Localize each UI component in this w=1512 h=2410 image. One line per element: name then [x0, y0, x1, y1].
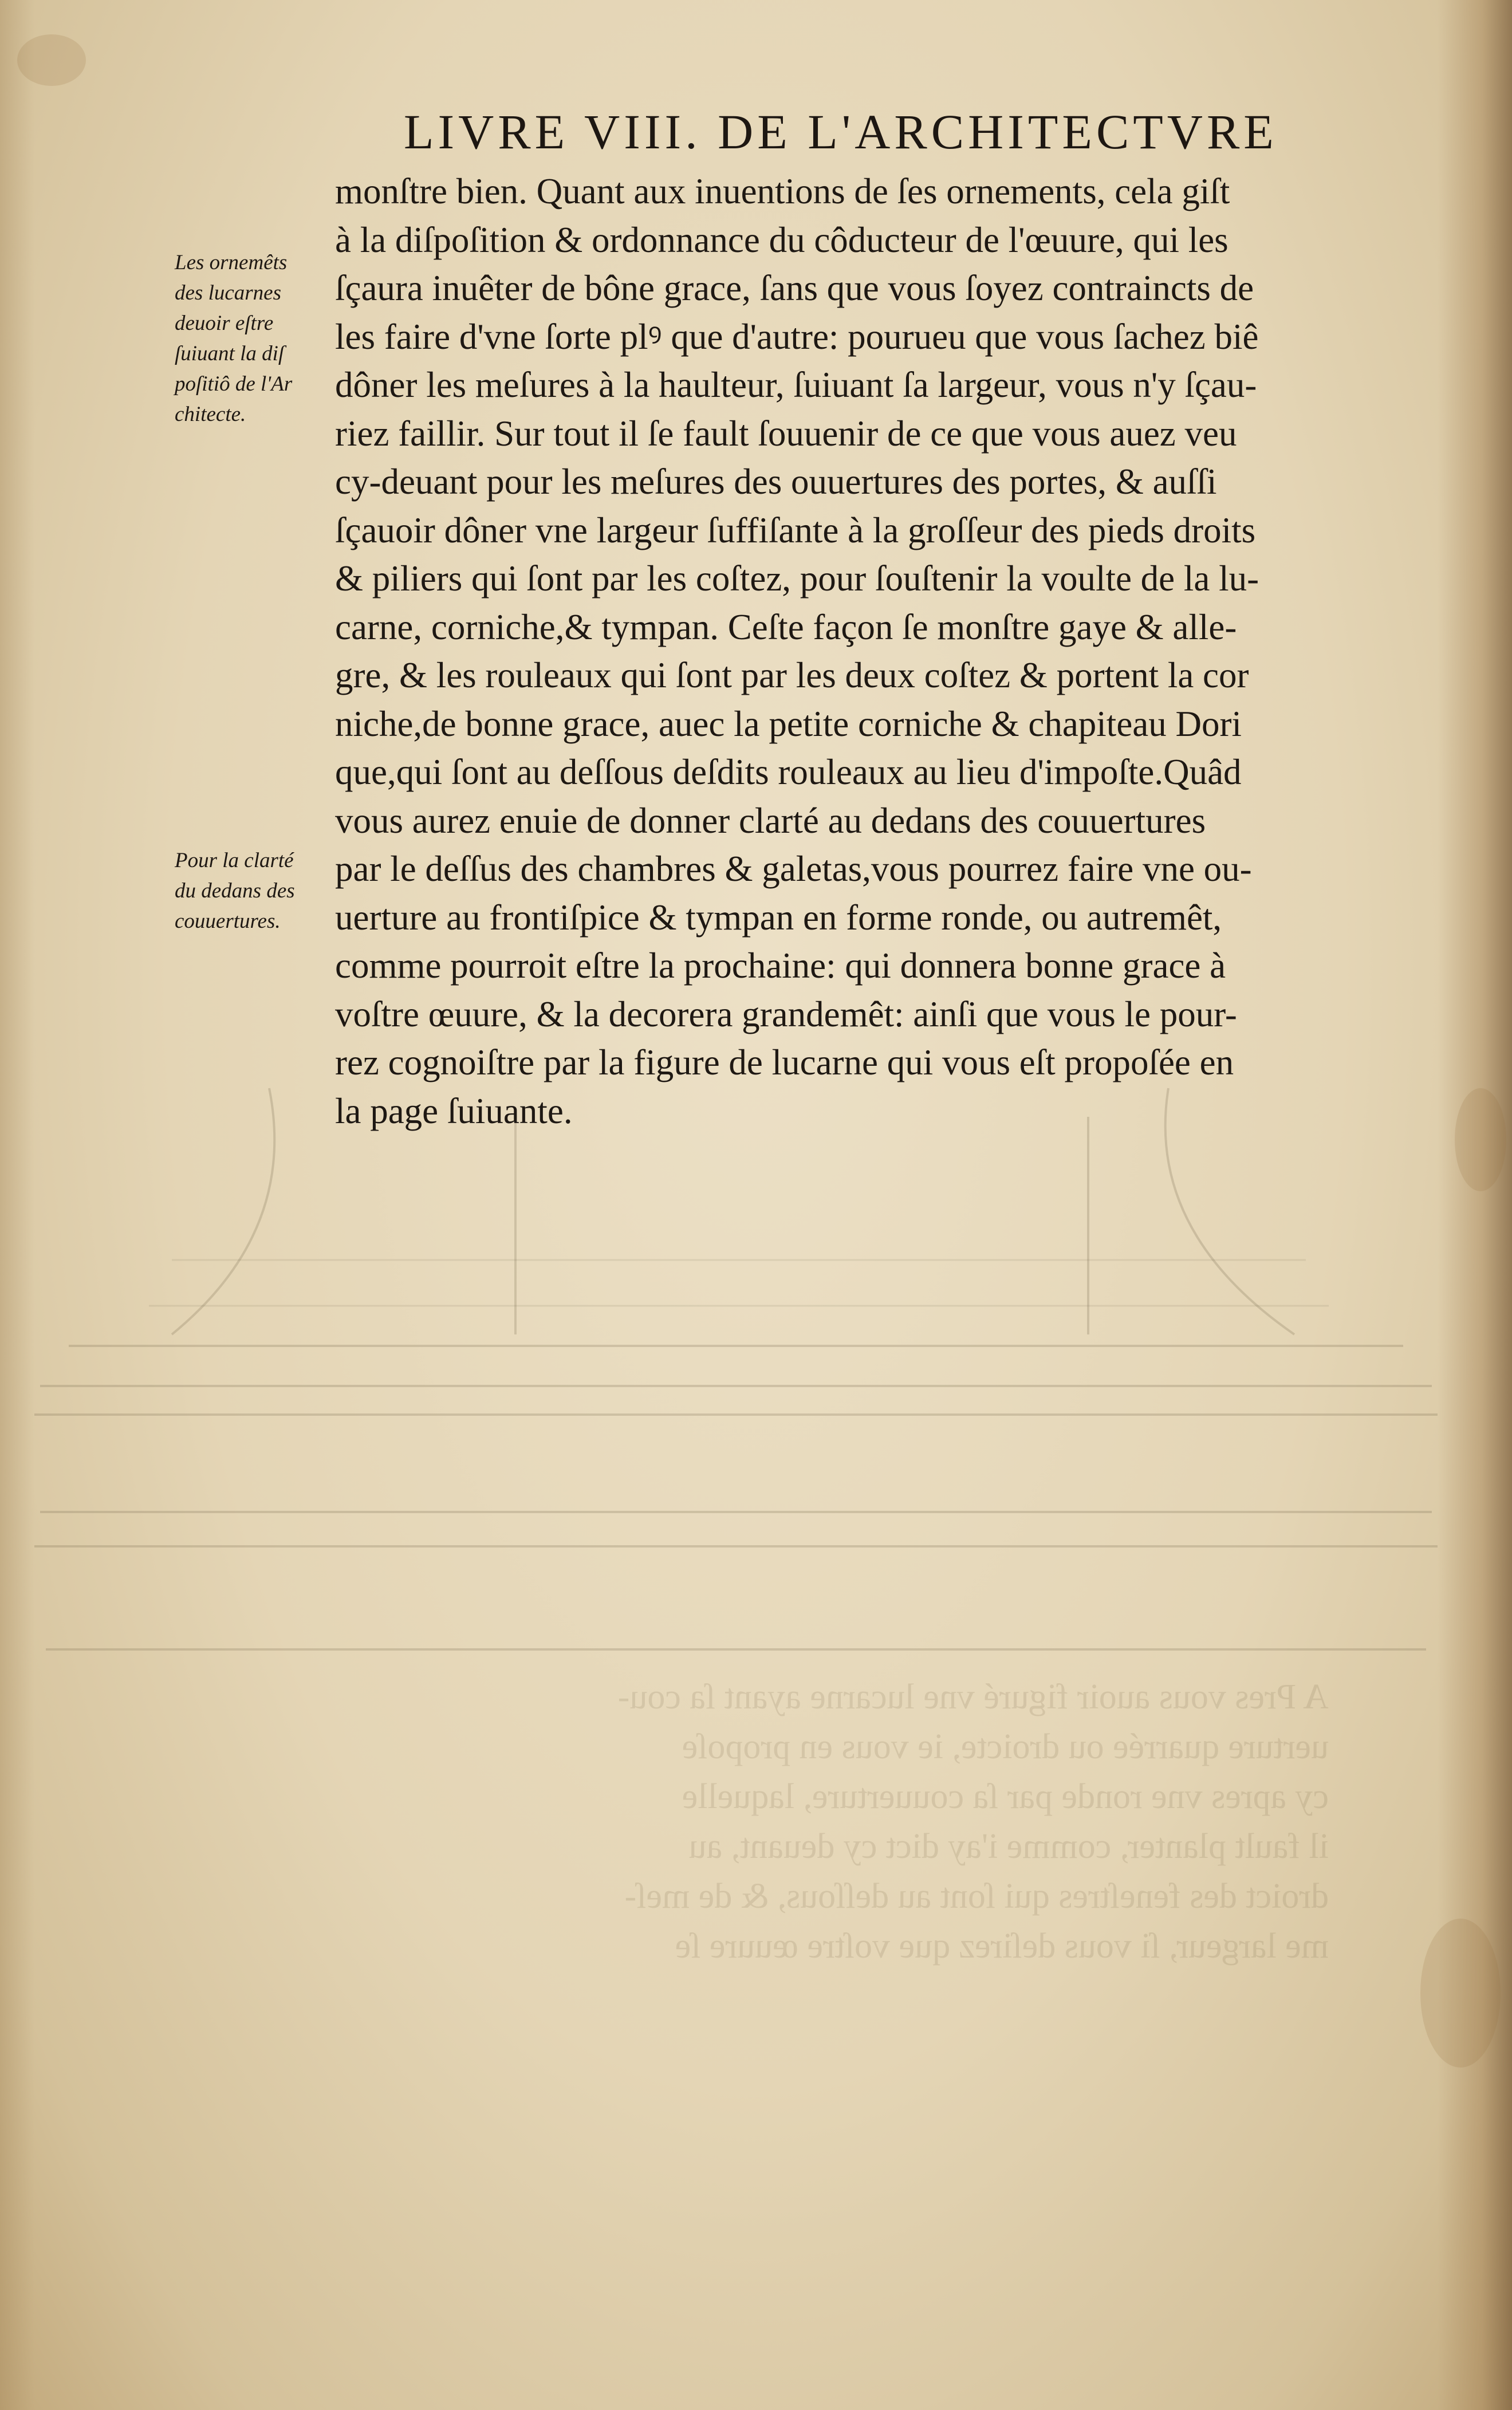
main-text-block: [335, 167, 1366, 1135]
text-line: riez faillir. Sur tout il ſe fault ſouuenir de ce que vous auez veu: [335, 413, 1237, 454]
text-line: niche,de bonne grace, auec la petite corniche & chapiteau Dori: [335, 703, 1242, 744]
text-line: comme pourroit eſtre la prochaine: qui donnera bonne grace à: [335, 946, 1226, 986]
margin-note-line: ſuiuant la diſ: [175, 342, 285, 365]
margin-note-line: deuoir eſtre: [175, 312, 274, 335]
text-line: ſçaura inuêter de bône grace, ſans que vous ſoyez contraincts de: [335, 268, 1254, 308]
text-line: vous aurez enuie de donner clarté au dedans des couuertures: [335, 800, 1206, 841]
text-line: dôner les meſures à la haulteur, ſuiuant ſa largeur, vous n'y ſçau-: [335, 365, 1257, 405]
margin-note-line: couuertures.: [175, 909, 281, 933]
text-line: à la diſpoſition & ordonnance du côducteur de l'œuure, qui les: [335, 219, 1228, 260]
running-header: LIVRE VIII. DE L'ARCHITECTVRE: [404, 104, 1278, 159]
text-line: les faire d'vne ſorte plꝰ que d'autre: pourueu que vous ſachez biê: [335, 316, 1259, 357]
text-line: la page ſuiuante.: [335, 1090, 573, 1131]
margin-note-line: Pour la clarté: [175, 849, 294, 872]
margin-note-line: des lucarnes: [175, 281, 281, 305]
margin-note-line: Les ornemêts: [175, 251, 288, 274]
margin-note-line: du dedans des: [175, 879, 295, 903]
margin-note-clarity: [175, 845, 295, 936]
text-line: gre, & les rouleaux qui ſont par les deux coſtez & portent la cor: [335, 655, 1249, 695]
show-through-text: A Pres vous auoir figuré vne lucarne ayant ſa cou- uerture quarrée ou droicte, ie vous en propoſe cy apres vne ronde par ſa couuerture, laquelle il fault planter, comme i'ay dict cy deuant, au droict des feneſtres qui ſont au deſſous, & de meſ- me largeur, ſi vous deſirez que voſtre œuure ſe: [617, 1677, 1329, 1966]
text-line: ſçauoir dôner vne largeur ſuffiſante à la groſſeur des pieds droits: [335, 510, 1256, 550]
text-line: & piliers qui ſont par les coſtez, pour ſouſtenir la voulte de la lu-: [335, 558, 1259, 598]
margin-note-line: poſitiô de l'Ar: [175, 372, 293, 396]
margin-note-line: chitecte.: [175, 403, 246, 426]
text-line: que,qui ſont au deſſous deſdits rouleaux au lieu d'impoſte.Quâd: [335, 752, 1242, 792]
text-line: uerture au frontiſpice & tympan en forme ronde, ou autremêt,: [335, 897, 1222, 938]
text-line: monſtre bien. Quant aux inuentions de ſes ornements, cela giſt: [335, 171, 1230, 211]
margin-note-ornaments: [175, 247, 292, 430]
text-line: carne, corniche,& tympan. Ceſte façon ſe monſtre gaye & alle-: [335, 607, 1237, 647]
text-line: rez cognoiſtre par la figure de lucarne qui vous eſt propoſée en: [335, 1042, 1234, 1082]
text-line: par le deſſus des chambres & galetas,vous pourrez faire vne ou-: [335, 849, 1252, 889]
text-line: cy-deuant pour les meſures des ouuertures des portes, & auſſi: [335, 462, 1217, 502]
text-line: voſtre œuure, & la decorera grandemêt: ainſi que vous le pour-: [335, 994, 1237, 1034]
